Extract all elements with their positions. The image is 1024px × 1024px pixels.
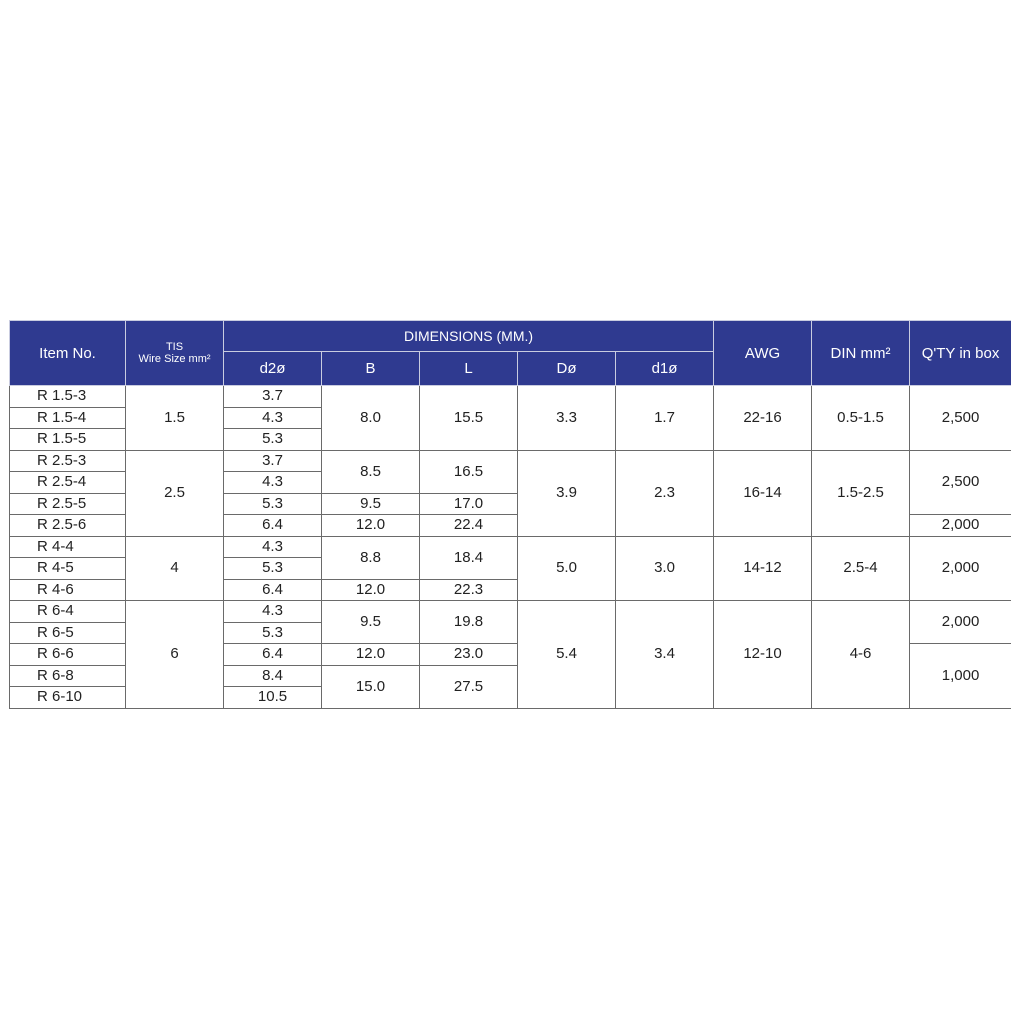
awg-cell: 16-14 [714, 450, 812, 536]
d1-cell: 3.4 [616, 601, 714, 709]
tis-cell: 2.5 [126, 450, 224, 536]
header-awg: AWG [714, 321, 812, 386]
header-b: B [322, 352, 420, 386]
item-cell: R 6-4 [10, 601, 126, 623]
header-tis-wire-size [126, 321, 224, 386]
d2-cell: 4.3 [224, 472, 322, 494]
d2-cell: 3.7 [224, 450, 322, 472]
b-cell: 15.0 [322, 665, 420, 708]
d2-cell: 6.4 [224, 579, 322, 601]
item-cell: R 4-5 [10, 558, 126, 580]
header-wire-size-label: Wire Size mm² [138, 353, 211, 365]
item-cell: R 6-5 [10, 622, 126, 644]
table-row [10, 450, 1012, 472]
d-outer-cell: 5.0 [518, 536, 616, 601]
l-cell: 17.0 [420, 493, 518, 515]
item-cell: R 2.5-3 [10, 450, 126, 472]
l-cell: 22.4 [420, 515, 518, 537]
item-cell: R 1.5-4 [10, 407, 126, 429]
qty-cell: 2,000 [910, 536, 1011, 601]
item-cell: R 4-4 [10, 536, 126, 558]
l-cell: 18.4 [420, 536, 518, 579]
qty-cell: 2,500 [910, 386, 1011, 451]
item-cell: R 2.5-5 [10, 493, 126, 515]
tis-cell: 1.5 [126, 386, 224, 451]
header-d-outer: Dø [518, 352, 616, 386]
d2-cell: 4.3 [224, 407, 322, 429]
spec-table [9, 320, 1011, 709]
l-cell: 16.5 [420, 450, 518, 493]
d2-cell: 6.4 [224, 515, 322, 537]
header-d2: d2ø [224, 352, 322, 386]
d2-cell: 4.3 [224, 536, 322, 558]
din-cell: 2.5-4 [812, 536, 910, 601]
awg-cell: 22-16 [714, 386, 812, 451]
header-tis-label: TIS [165, 341, 184, 353]
item-cell: R 6-6 [10, 644, 126, 666]
d1-cell: 1.7 [616, 386, 714, 451]
b-cell: 8.8 [322, 536, 420, 579]
header-d1: d1ø [616, 352, 714, 386]
b-cell: 9.5 [322, 493, 420, 515]
item-cell: R 6-8 [10, 665, 126, 687]
header-item-no: Item No. [10, 321, 126, 386]
d2-cell: 5.3 [224, 622, 322, 644]
table-row [10, 601, 1012, 623]
header-qty: Q'TY in box [910, 321, 1011, 386]
l-cell: 22.3 [420, 579, 518, 601]
d2-cell: 6.4 [224, 644, 322, 666]
awg-cell: 14-12 [714, 536, 812, 601]
item-cell: R 6-10 [10, 687, 126, 709]
header-dimensions: DIMENSIONS (MM.) [224, 321, 714, 352]
d-outer-cell: 3.9 [518, 450, 616, 536]
qty-cell: 2,500 [910, 450, 1011, 515]
b-cell: 8.5 [322, 450, 420, 493]
d2-cell: 3.7 [224, 386, 322, 408]
qty-cell: 2,000 [910, 515, 1011, 537]
item-cell: R 4-6 [10, 579, 126, 601]
table-row [10, 386, 1012, 408]
b-cell: 12.0 [322, 515, 420, 537]
qty-cell: 1,000 [910, 644, 1011, 709]
l-cell: 15.5 [420, 386, 518, 451]
d-outer-cell: 3.3 [518, 386, 616, 451]
l-cell: 19.8 [420, 601, 518, 644]
tis-cell: 6 [126, 601, 224, 709]
d1-cell: 3.0 [616, 536, 714, 601]
b-cell: 12.0 [322, 644, 420, 666]
tis-cell: 4 [126, 536, 224, 601]
l-cell: 27.5 [420, 665, 518, 708]
item-cell: R 2.5-4 [10, 472, 126, 494]
d2-cell: 4.3 [224, 601, 322, 623]
d2-cell: 5.3 [224, 493, 322, 515]
d2-cell: 10.5 [224, 687, 322, 709]
item-cell: R 1.5-3 [10, 386, 126, 408]
item-cell: R 2.5-6 [10, 515, 126, 537]
spec-table-container [9, 320, 1011, 713]
awg-cell: 12-10 [714, 601, 812, 709]
b-cell: 12.0 [322, 579, 420, 601]
b-cell: 8.0 [322, 386, 420, 451]
header-l: L [420, 352, 518, 386]
d1-cell: 2.3 [616, 450, 714, 536]
qty-cell: 2,000 [910, 601, 1011, 644]
d-outer-cell: 5.4 [518, 601, 616, 709]
l-cell: 23.0 [420, 644, 518, 666]
din-cell: 0.5-1.5 [812, 386, 910, 451]
din-cell: 1.5-2.5 [812, 450, 910, 536]
b-cell: 9.5 [322, 601, 420, 644]
item-cell: R 1.5-5 [10, 429, 126, 451]
d2-cell: 5.3 [224, 558, 322, 580]
table-row [10, 536, 1012, 558]
header-din: DIN mm² [812, 321, 910, 386]
d2-cell: 5.3 [224, 429, 322, 451]
din-cell: 4-6 [812, 601, 910, 709]
d2-cell: 8.4 [224, 665, 322, 687]
